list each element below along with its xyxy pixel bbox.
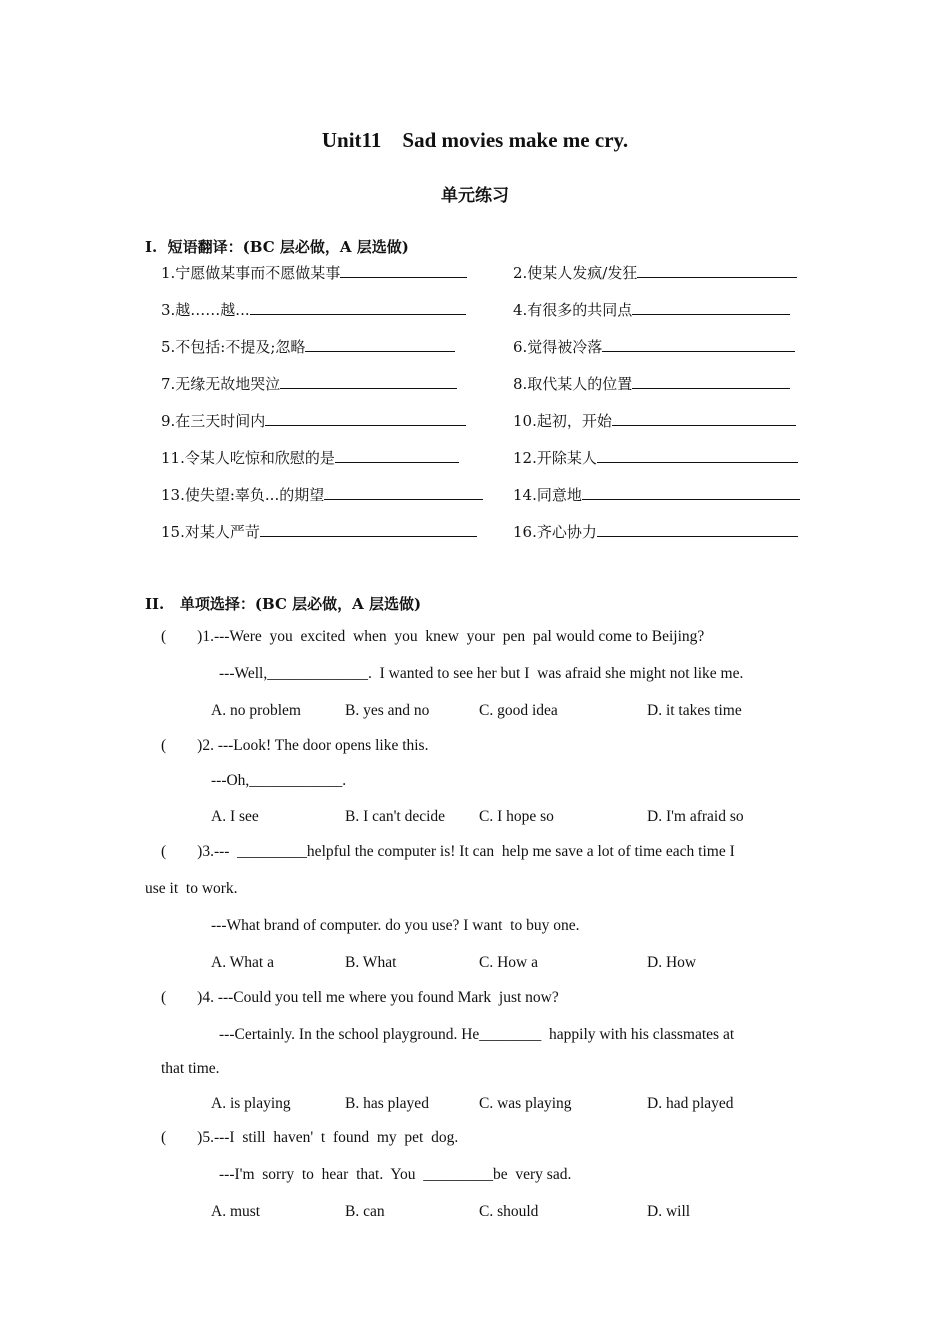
answer-blank[interactable] — [597, 448, 798, 463]
option-d[interactable]: D. will — [647, 1203, 691, 1220]
option-a[interactable]: A. no problem — [211, 702, 301, 719]
option-b[interactable]: B. has played — [345, 1095, 429, 1112]
answer-blank[interactable] — [597, 522, 798, 537]
answer-blank[interactable] — [602, 337, 795, 352]
phrase-item: 3.越……越... — [161, 299, 466, 320]
answer-blank[interactable] — [280, 374, 457, 389]
question-3-stem: ( )3.--- _________helpful the computer is! It can help me save a lot of time each time I — [161, 843, 735, 860]
option-b[interactable]: B. I can't decide — [345, 808, 446, 825]
option-a[interactable]: A. What a — [211, 954, 274, 971]
answer-blank[interactable] — [265, 411, 466, 426]
phrase-item: 8.取代某人的位置 — [513, 373, 790, 394]
question-5-stem: ( )5.---I still haven' t found my pet dog. — [161, 1129, 459, 1146]
page-subtitle: 单元练习 — [441, 186, 509, 206]
question-1-stem: ( )1.---Were you excited when you knew your pen pal would come to Beijing? — [161, 628, 705, 645]
phrase-item: 4.有很多的共同点 — [513, 299, 790, 320]
section2-heading: II. 单项选择：(BC 层必做，A 层选做) — [145, 595, 422, 613]
question-3-stem-cont: use it to work. — [145, 880, 238, 897]
phrase-item: 9.在三天时间内 — [161, 410, 466, 431]
question-3-response: ---What brand of computer. do you use? I want to buy one. — [211, 917, 580, 934]
phrase-item: 1.宁愿做某事而不愿做某事 — [161, 262, 467, 283]
option-d[interactable]: D. it takes time — [647, 702, 742, 719]
phrase-item: 14.同意地 — [513, 484, 800, 505]
answer-blank[interactable] — [582, 485, 800, 500]
option-c[interactable]: C. was playing — [479, 1095, 572, 1112]
answer-blank[interactable] — [632, 300, 790, 315]
answer-blank[interactable] — [260, 522, 477, 537]
phrase-item: 7.无缘无故地哭泣 — [161, 373, 457, 394]
question-4-response: ---Certainly. In the school playground. He________ happily with his classmates at — [219, 1026, 735, 1043]
phrase-item: 16.齐心协力 — [513, 521, 798, 542]
phrase-item: 6.觉得被冷落 — [513, 336, 795, 357]
answer-blank[interactable] — [637, 263, 797, 278]
question-4-response-cont: that time. — [161, 1060, 220, 1077]
option-d[interactable]: D. I'm afraid so — [647, 808, 744, 825]
phrase-item: 2.使某人发疯/发狂 — [513, 262, 797, 283]
phrase-item: 15.对某人严苛 — [161, 521, 477, 542]
option-b[interactable]: B. yes and no — [345, 702, 430, 719]
question-2-stem: ( )2. ---Look! The door opens like this. — [161, 737, 429, 754]
option-b[interactable]: B. What — [345, 954, 397, 971]
option-d[interactable]: D. had played — [647, 1095, 734, 1112]
answer-blank[interactable] — [250, 300, 466, 315]
answer-blank[interactable] — [612, 411, 796, 426]
option-c[interactable]: C. I hope so — [479, 808, 554, 825]
question-5-response: ---I'm sorry to hear that. You _________be very sad. — [219, 1166, 572, 1183]
option-d[interactable]: D. How — [647, 954, 697, 971]
option-a[interactable]: A. I see — [211, 808, 259, 825]
question-1-response: ---Well,_____________. I wanted to see her but I was afraid she might not like me. — [219, 665, 744, 682]
option-b[interactable]: B. can — [345, 1203, 385, 1220]
phrase-item: 12.开除某人 — [513, 447, 798, 468]
option-c[interactable]: C. good idea — [479, 702, 558, 719]
answer-blank[interactable] — [324, 485, 483, 500]
phrase-item: 11.令某人吃惊和欣慰的是 — [161, 447, 459, 468]
page-title: Unit11 Sad movies make me cry. — [321, 128, 629, 152]
phrase-item: 5.不包括:不提及;忽略 — [161, 336, 455, 357]
phrase-item: 13.使失望:辜负...的期望 — [161, 484, 483, 505]
section1-heading: I. 短语翻译：(BC 层必做，A 层选做) — [145, 238, 409, 256]
question-4-stem: ( )4. ---Could you tell me where you found Mark just now? — [161, 989, 559, 1006]
option-c[interactable]: C. How a — [479, 954, 538, 971]
answer-blank[interactable] — [340, 263, 467, 278]
answer-blank[interactable] — [335, 448, 459, 463]
answer-blank[interactable] — [632, 374, 790, 389]
question-2-response: ---Oh,____________. — [211, 772, 347, 789]
option-a[interactable]: A. is playing — [211, 1095, 291, 1112]
phrase-item: 10.起初，开始 — [513, 410, 796, 431]
option-c[interactable]: C. should — [479, 1203, 539, 1220]
answer-blank[interactable] — [305, 337, 455, 352]
option-a[interactable]: A. must — [211, 1203, 261, 1220]
